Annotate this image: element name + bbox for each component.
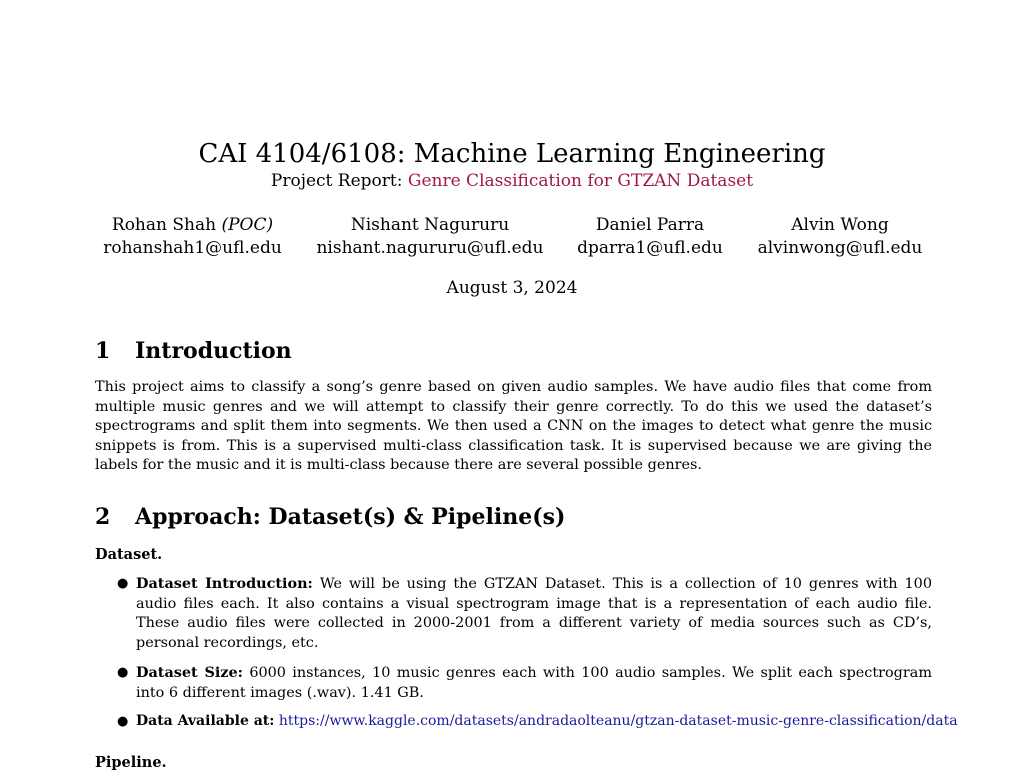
section-number: 2 (95, 504, 111, 530)
author-name: Alvin Wong (791, 215, 889, 235)
author-email[interactable]: dparra1@ufl.edu (577, 238, 723, 258)
section-title: Approach: Dataset(s) & Pipeline(s) (135, 504, 566, 530)
author-block (750, 214, 930, 260)
author-block (95, 214, 290, 260)
author-name: Nishant Nagururu (350, 215, 510, 235)
author-name: Daniel Parra (595, 215, 705, 235)
section-heading-introduction (95, 337, 292, 365)
list-item (117, 574, 932, 653)
author-email[interactable]: nishant.nagururu@ufl.edu (316, 238, 544, 258)
list-item (117, 712, 1020, 732)
author-name: Rohan Shah (111, 215, 217, 235)
paper-subtitle (0, 170, 1024, 192)
bullet-text: 6000 instances, 10 music genres each with 100 audio samples. We split each spectrogram into 6 different images (.wav). 1.41 GB. (136, 665, 932, 701)
author-list (0, 214, 1024, 264)
section-title: Introduction (135, 338, 292, 364)
author-email[interactable]: alvinwong@ufl.edu (757, 238, 923, 258)
paper-date: August 3, 2024 (446, 278, 578, 298)
project-title-link[interactable]: Genre Classification for GTZAN Dataset (407, 171, 754, 191)
section-heading-approach (95, 503, 565, 531)
author-block (312, 214, 548, 260)
paper-title: CAI 4104/6108: Machine Learning Engineering (198, 139, 826, 169)
bullet-label: Data Available at: (136, 713, 275, 729)
bullet-icon: ● (117, 576, 129, 591)
author-email[interactable]: rohanshah1@ufl.edu (103, 238, 282, 258)
bullet-label: Dataset Size: (136, 664, 243, 681)
bullet-icon: ● (117, 665, 129, 680)
dataset-heading: Dataset. (95, 546, 163, 563)
section-number: 1 (95, 338, 111, 364)
list-item (117, 663, 932, 703)
bullet-label: Dataset Introduction: (136, 575, 313, 592)
introduction-paragraph: This project aims to classify a song’s genre based on given audio samples. We have audio files that come from multiple music genres and we will attempt to classify their genre correctly. To do this we used the dataset’s spectrograms and split them into segments. We then used a CNN on the images to detect what genre the music snippets is from. This is a supervised multi-class classification task. It is supervised because we are giving the labels for the music and it is multi-class because there are several possible genres. (95, 379, 932, 474)
pipeline-heading: Pipeline. (95, 754, 167, 771)
author-role: (POC) (221, 215, 274, 235)
dataset-url-link[interactable]: https://www.kaggle.com/datasets/andradaolteanu/gtzan-dataset-music-genre-classification/data (278, 713, 958, 729)
author-block (568, 214, 732, 260)
bullet-text: We will be using the GTZAN Dataset. This is a collection of 10 genres with 100 audio files each. It also contains a visual spectrogram image that is a representation of each audio file. These audio files were collected in 2000-2001 from a different variety of media sources such as CD’s, personal recordings, etc. (136, 576, 932, 651)
subtitle-prefix: Project Report: (270, 171, 403, 191)
bullet-icon: ● (117, 714, 129, 729)
